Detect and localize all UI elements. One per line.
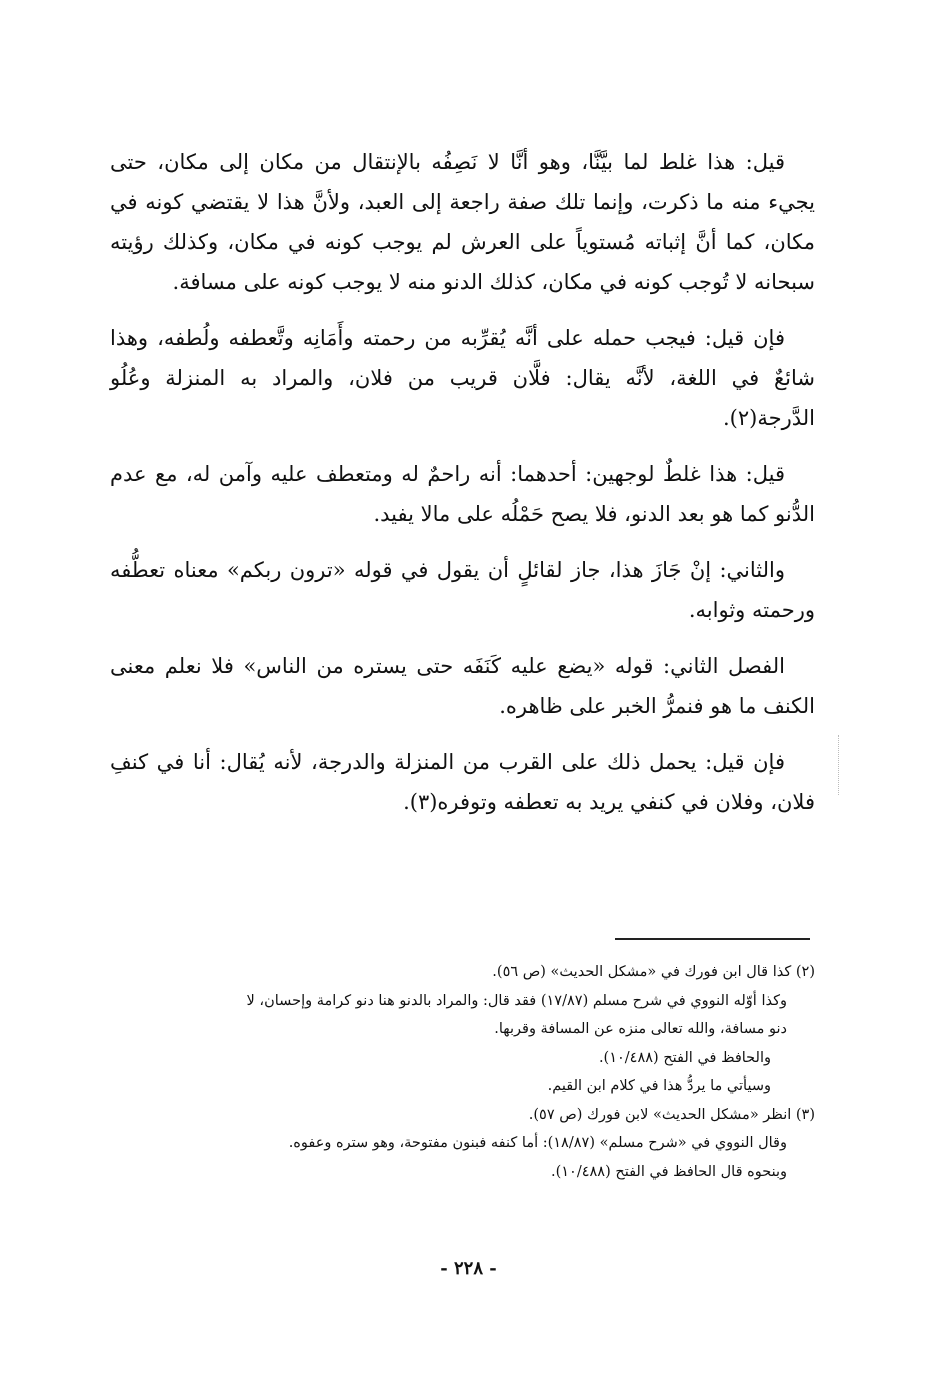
- footnote-line: وكذا أوّله النووي في شرح مسلم (١٧/٨٧) فقد قال: والمراد بالدنو هنا دنو كرامة وإحسان، لا: [246, 992, 787, 1009]
- footnote-line: وبنحوه قال الحافظ في الفتح (١٠/٤٨٨).: [550, 1163, 787, 1180]
- paragraph-5: الفصل الثاني: قوله «يضع عليه كَنَفَه حتى يستره من الناس» فلا نعلم معنى الكنف ما هو فنمرُّ الخبر على ظاهره.: [110, 654, 815, 718]
- main-text: [110, 142, 815, 838]
- paragraph-1: قيل: هذا غلط لما بيَّنَّا، وهو أنَّا لا نَصِفُه بالإنتقال من مكان إلى مكان، حتى يجيء منه ما ذكرت، وإنما تلك صفة راجعة إلى العبد، ولأنَّ هذا لا يقتضي كونه في مكان، كما أنَّ إثباته مُستوياً على العرش لم يوجب كونه في مكان، وكذلك رؤيته سبحانه لا تُوجب كونه في مكان، كذلك الدنو منه لا يوجب كونه على مسافة.: [110, 150, 815, 294]
- footnote-line: دنو مسافة، والله تعالى منزه عن المسافة وقربها.: [494, 1021, 787, 1037]
- page-number: - ٢٢٨ -: [440, 1258, 497, 1279]
- paragraph-3: قيل: هذا غلطٌ لوجهين: أحدهما: أنه راحمٌ له ومتعطف عليه وآمن له، مع عدم الدُّنو كما هو بعد الدنو، فلا يصح حَمْلُه على مالا يفيد.: [110, 462, 815, 526]
- footnote-line: (٣) انظر «مشكل الحديث» لابن فورك (ص ٥٧).: [528, 1106, 815, 1123]
- footnote-line: والحافظ في الفتح (١٠/٤٨٨).: [598, 1049, 771, 1066]
- margin-dots: [838, 735, 843, 795]
- footnote-separator: [615, 938, 810, 940]
- paragraph-6: فإن قيل: يحمل ذلك على القرب من المنزلة والدرجة، لأنه يُقال: أنا في كنفِ فلان، وفلان في كنفي يريد به تعطفه وتوفره(٣).: [110, 750, 815, 814]
- footnote-line: (٢) كذا قال ابن فورك في «مشكل الحديث» (ص ٥٦).: [492, 964, 815, 980]
- footnotes: [180, 958, 815, 1186]
- paragraph-2: فإن قيل: فيجب حمله على أنَّه يُقرِّبه من رحمته وأَمَانِه وتَّعطفه ولُطفه، وهذا شائعٌ في اللغة، لأنَّه يقال: فلَّان قريب من فلان، والمراد به المنزلة وعُلُو الدَّرجة(٢).: [110, 326, 815, 430]
- footnote-line: وسيأتي ما يردُّ هذا في كلام ابن القيم.: [547, 1078, 771, 1094]
- footnote-line: وقال النووي في «شرح مسلم» (١٨/٨٧): أما كنفه فبنون مفتوحة، وهو ستره وعفوه.: [288, 1135, 787, 1151]
- paragraph-4: والثاني: إنْ جَازَ هذا، جاز لقائلٍ أن يقول في قوله «ترون ربكم» معناه تعطُّفه ورحمته وثوابه.: [110, 558, 815, 622]
